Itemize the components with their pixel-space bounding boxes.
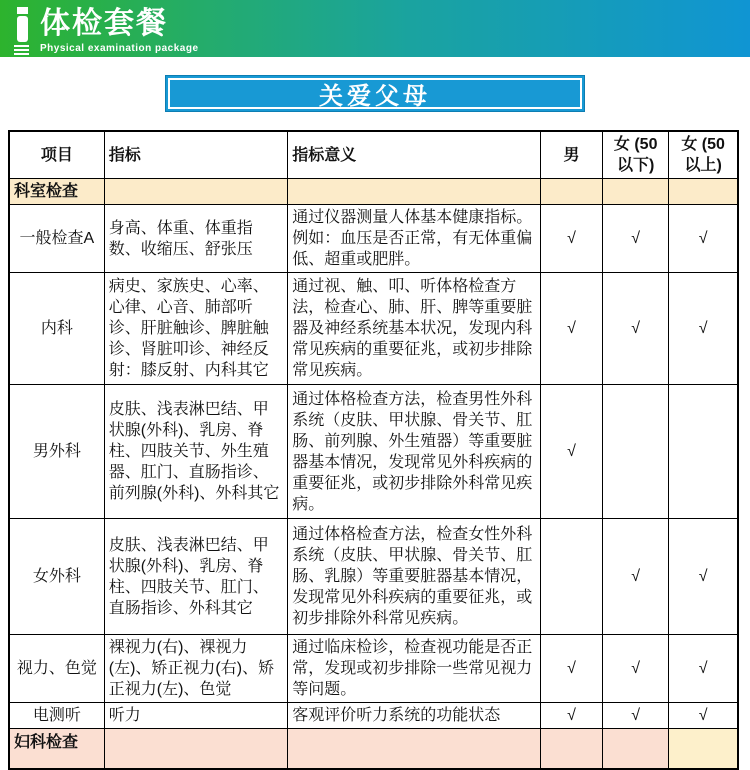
row-meaning: 通过体格检查方法，检查男性外科系统（皮肤、甲状腺、骨关节、肛肠、前列腺、外生殖器）等重要脏器基本情况，发现常见外科疾病的重要征兆，或初步排除外科常见疾病。 — [288, 385, 541, 519]
check-female-over50: √ — [669, 273, 738, 385]
row-indicators: 病史、家族史、心率、心律、心音、肺部听诊、肝脏触诊、脾脏触诊、肾脏叩诊、神经反射：膝反射、内科其它 — [104, 273, 288, 385]
check-male: √ — [540, 635, 602, 703]
table-row — [9, 273, 738, 385]
table-header-row — [9, 131, 738, 179]
row-meaning: 通过临床检诊，检查视功能是否正常，发现或初步排除一些常见视力等问题。 — [288, 635, 541, 703]
check-female-over50: √ — [669, 635, 738, 703]
row-item: 男外科 — [9, 385, 104, 519]
package-title-banner — [165, 75, 585, 112]
section-row-department-exams — [9, 179, 738, 205]
check-female-under50: √ — [603, 205, 669, 273]
row-item: 女外科 — [9, 519, 104, 635]
exam-package-table — [8, 130, 739, 770]
col-header-meaning: 指标意义 — [288, 131, 541, 179]
check-male: √ — [540, 385, 602, 519]
package-title: 关爱父母 — [319, 83, 431, 110]
row-indicators: 身高、体重、体重指数、收缩压、舒张压 — [104, 205, 288, 273]
check-female-over50: √ — [669, 205, 738, 273]
check-female-under50: √ — [603, 703, 669, 729]
table-row — [9, 385, 738, 519]
row-indicators: 裸视力(右)、裸视力(左)、矫正视力(右)、矫正视力(左)、色觉 — [104, 635, 288, 703]
list-bar-icon — [14, 6, 32, 54]
row-item: 一般检查A — [9, 205, 104, 273]
check-male: √ — [540, 703, 602, 729]
table-row — [9, 703, 738, 729]
row-meaning: 通过视、触、叩、听体格检查方法，检查心、肺、肝、脾等重要脏器及神经系统基本状况，发现内科常见疾病的重要征兆，或初步排除常见疾病。 — [288, 273, 541, 385]
check-female-over50 — [669, 385, 738, 519]
col-header-item: 项目 — [9, 131, 104, 179]
table-row — [9, 635, 738, 703]
table-row — [9, 205, 738, 273]
row-item: 内科 — [9, 273, 104, 385]
check-female-under50: √ — [603, 519, 669, 635]
col-header-female-under50: 女 (50 以下) — [603, 131, 669, 179]
row-indicators: 听力 — [104, 703, 288, 729]
section-label: 妇科检查 — [9, 729, 104, 769]
check-male — [540, 519, 602, 635]
check-female-under50: √ — [603, 273, 669, 385]
check-female-under50 — [603, 385, 669, 519]
check-female-over50: √ — [669, 703, 738, 729]
row-item: 电测听 — [9, 703, 104, 729]
check-male: √ — [540, 205, 602, 273]
row-meaning: 通过仪器测量人体基本健康指标。例如：血压是否正常，有无体重偏低、超重或肥胖。 — [288, 205, 541, 273]
page-header-banner — [0, 0, 750, 57]
row-indicators: 皮肤、浅表淋巴结、甲状腺(外科)、乳房、脊柱、四肢关节、外生殖器、肛门、直肠指诊、前列腺(外科)、外科其它 — [104, 385, 288, 519]
check-female-under50: √ — [603, 635, 669, 703]
row-meaning: 通过体格检查方法，检查女性外科系统（皮肤、甲状腺、骨关节、肛肠、乳腺）等重要脏器基本情况，发现常见外科疾病的重要征兆，或初步排除外科常见疾病。 — [288, 519, 541, 635]
row-meaning: 客观评价听力系统的功能状态 — [288, 703, 541, 729]
page-title: 体检套餐 — [40, 7, 168, 40]
brand — [14, 6, 199, 54]
section-label: 科室检查 — [9, 179, 104, 205]
section-row-gynecology-exams — [9, 729, 738, 769]
col-header-female-over50: 女 (50 以上) — [669, 131, 738, 179]
page-subtitle: Physical examination package — [40, 43, 199, 54]
check-male: √ — [540, 273, 602, 385]
row-item: 视力、色觉 — [9, 635, 104, 703]
check-female-over50: √ — [669, 519, 738, 635]
table-row — [9, 519, 738, 635]
col-header-indicators: 指标 — [104, 131, 288, 179]
col-header-male: 男 — [540, 131, 602, 179]
row-indicators: 皮肤、浅表淋巴结、甲状腺(外科)、乳房、脊柱、四肢关节、肛门、直肠指诊、外科其它 — [104, 519, 288, 635]
